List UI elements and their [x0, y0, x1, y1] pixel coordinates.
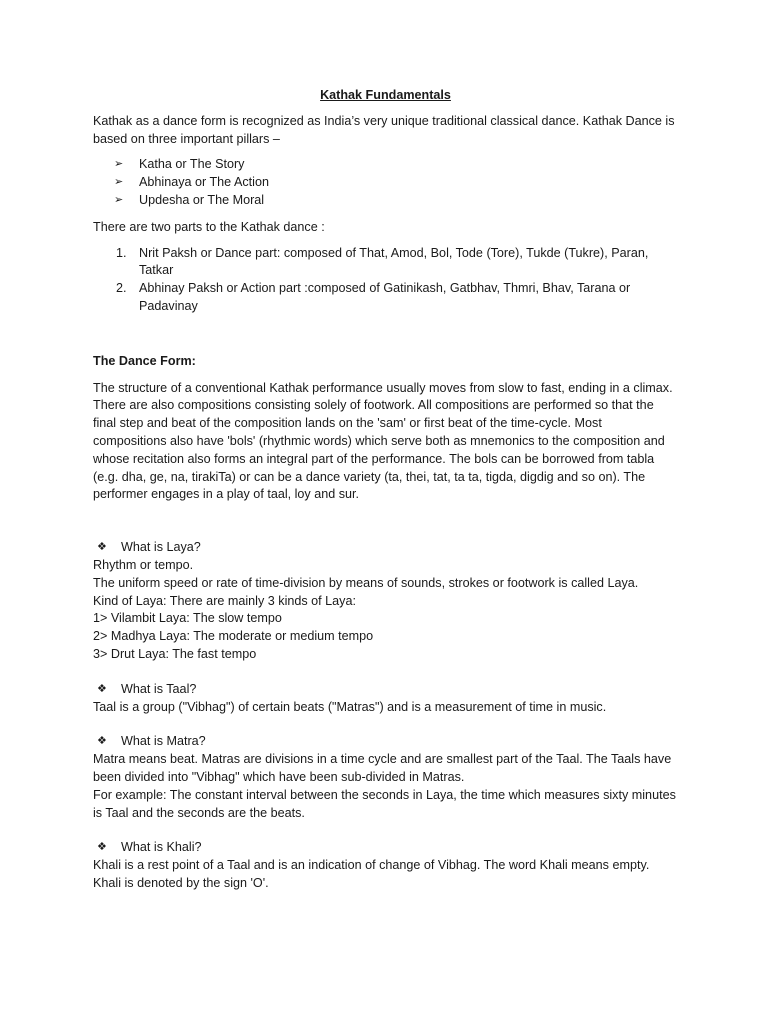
arrow-bullet-icon: ➢: [114, 193, 124, 206]
answer-line: Khali is a rest point of a Taal and is an indication of change of Vibhag. The word Khali means empty. Khali is denoted by the sign 'O'.: [93, 858, 650, 890]
part-text: Nrit Paksh or Dance part: composed of That, Amod, Bol, Tode (Tore), Tukde (Tukre), Paran, Tatkar: [139, 245, 649, 278]
answer-line: The uniform speed or rate of time-division by means of sounds, strokes or footwork is called Laya.: [93, 575, 639, 590]
answer-line: 2> Madhya Laya: The moderate or medium tempo: [93, 629, 374, 644]
pillar-text: Updesha or The Moral: [139, 192, 265, 207]
arrow-bullet-icon: ➢: [114, 176, 124, 189]
dance-form-paragraph: The structure of a conventional Kathak performance usually moves from slow to fast, ending in a climax. There are also compositions consisting solely of footwork. All compositions are performed so that the final step and beat of the composition lands on the 'sam' or first beat of the time-cycle. Most compositions also have 'bols' (rhythmic words) which serve both as mnemonics to the composition and whose recitation also forms an integral part of the performance. The bols can be borrowed from tabla (e.g. dha, ge, na, tirakiTa) or can be a dance variety (ta, thei, tat, ta ta, tigda, digdig and so on). The performer engages in a play of taal, loy and sur.: [93, 380, 673, 502]
diamond-bullet-icon: ❖: [97, 841, 107, 854]
question-text: What is Khali?: [121, 840, 202, 855]
question-text: What is Matra?: [121, 734, 206, 749]
intro-paragraph: Kathak as a dance form is recognized as India’s very unique traditional classical dance. Kathak Dance is based on three important pillars –: [93, 113, 675, 146]
answer-line: Matra means beat. Matras are divisions in a time cycle and are smallest part of the Taal. The Taals have been divided into "Vibhag" which have been sub-divided in Matras.: [93, 752, 672, 784]
part-number: 1.: [116, 245, 127, 260]
answer-line: For example: The constant interval between the seconds in Laya, the time which measures sixty minutes is Taal and the seconds are the beats.: [93, 787, 676, 820]
faq-matra: [93, 733, 678, 822]
answer-line: Kind of Laya: There are mainly 3 kinds of Laya:: [93, 593, 356, 608]
diamond-bullet-icon: ❖: [97, 735, 107, 748]
question-text: What is Laya?: [121, 540, 201, 555]
pillar-text: Abhinaya or The Action: [139, 175, 269, 190]
question-text: What is Taal?: [121, 681, 197, 696]
diamond-bullet-icon: ❖: [97, 682, 107, 695]
faq-khali: [93, 839, 678, 892]
document-title: Kathak Fundamentals: [320, 88, 451, 102]
list-item: [116, 280, 678, 316]
parts-list: [93, 245, 678, 316]
diamond-bullet-icon: ❖: [97, 541, 107, 554]
answer-line: Rhythm or tempo.: [93, 557, 194, 572]
answer-line: 1> Vilambit Laya: The slow tempo: [93, 611, 282, 626]
question-heading: [93, 733, 678, 751]
pillar-text: Katha or The Story: [139, 157, 245, 172]
arrow-bullet-icon: ➢: [114, 158, 124, 171]
section-heading: The Dance Form:: [93, 353, 196, 368]
faq-laya: [93, 539, 678, 664]
answer-line: 3> Drut Laya: The fast tempo: [93, 646, 257, 661]
list-item: [114, 174, 678, 192]
answer-line: Taal is a group ("Vibhag") of certain beats ("Matras") and is a measurement of time in music.: [93, 699, 607, 714]
question-heading: [93, 839, 678, 857]
question-heading: [93, 539, 678, 557]
question-heading: [93, 681, 678, 699]
list-item: [116, 245, 678, 281]
list-item: [114, 192, 678, 210]
list-item: [114, 156, 678, 174]
parts-intro: There are two parts to the Kathak dance :: [93, 219, 325, 234]
faq-taal: [93, 681, 678, 717]
part-number: 2.: [116, 281, 127, 296]
pillars-list: [93, 156, 678, 209]
part-text: Abhinay Paksh or Action part :composed of Gatinikash, Gatbhav, Thmri, Bhav, Tarana or Padavinay: [139, 281, 631, 313]
